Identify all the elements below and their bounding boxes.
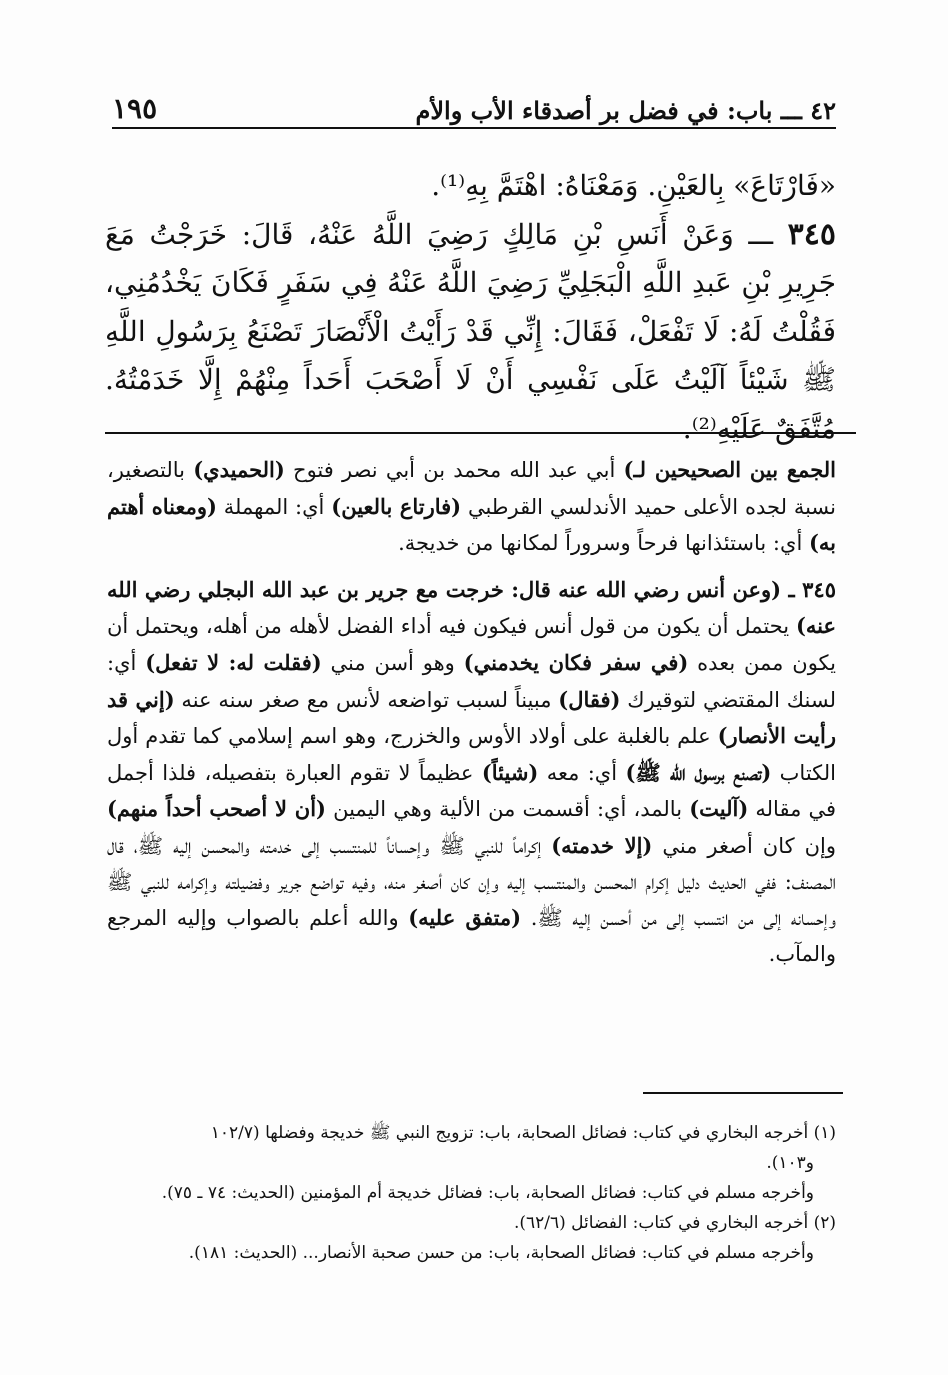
footnote-2-muslim: وأخرجه مسلم في كتاب: فضائل الصحابة، باب: من حسن صحبة الأنصار... (الحديث: ١٨١). (188, 1243, 814, 1263)
commentary-bold: (فارتاع بالعين) (331, 493, 462, 519)
commentary-bold: ٣٤٥ ـ (وعن أنس رضي الله عنه قال: خرجت مع جرير بن عبد الله البجلي رضي الله عنه) (107, 576, 836, 639)
commentary-bold: (متفق عليه) (408, 905, 522, 931)
commentary-text: بالمد، أي: أقسمت من الألية وهي اليمين (325, 797, 690, 822)
commentary-bold: (أن لا أصحب أحداً منهم) (107, 796, 326, 822)
header-rule (112, 127, 836, 129)
footnote-1-continued: و١٠٣). (766, 1153, 814, 1173)
commentary-text: أبي عبد الله محمد بن أبي نصر فتوح (284, 458, 624, 482)
commentary-text: وهو أسن مني (321, 650, 464, 675)
commentary-bold: (فقلت له: لا تفعل) (145, 649, 322, 675)
commentary-bold: (تصنع برسول الله ﷺ) (625, 759, 772, 785)
footnotes-block (112, 1118, 836, 1268)
footnote-1-muslim: وأخرجه مسلم في كتاب: فضائل الصحابة، باب: فضائل خديجة أم المؤمنين (الحديث: ٧٤ ـ ٧٥). (161, 1183, 814, 1203)
commentary-bold: (ومعناه أهتم به) (107, 493, 836, 556)
commentary-text: علم بالغلبة على أولاد الأوس والخزرج، وهو اسم إسلامي كما تقدم أول الكتاب (107, 724, 837, 785)
commentary-text: أي: باستئذانها فرحاً وسروراً لمكانها من خديجة. (398, 531, 809, 556)
commentary-bold: (إلا خدمته) (551, 832, 653, 858)
hadith-paragraph (105, 211, 836, 454)
page-header (112, 92, 836, 128)
commentary-paragraph-2 (107, 572, 836, 973)
footnote-2: (٢) أخرجه البخاري في كتاب: الفضائل (٦٢/٦). (513, 1213, 836, 1233)
paragraph-gap (107, 562, 836, 572)
commentary-bold: (فقال) (558, 686, 621, 712)
commentary-bold: (الحميدي) (193, 457, 285, 482)
footnote-rule (643, 1092, 843, 1094)
section-rule (105, 432, 856, 434)
commentary-text: أي: المهملة (216, 494, 332, 519)
page-number: ١٩٥ (112, 92, 158, 125)
commentary-paragraph-1 (107, 452, 836, 562)
commentary-bold: الجمع بين الصحيحين لـ) (623, 457, 836, 482)
chapter-title: ٤٢ ـــ باب: في فضل بر أصدقاء الأب والأم (415, 96, 836, 125)
commentary-text: والله أعلم بالصواب وإليه المرجع والمآب. (107, 906, 836, 966)
footnote-1: (١) أخرجه البخاري في كتاب: فضائل الصحابة، باب: تزويج النبي ﷺ خديجة وفضلها (١٠٢/٧ (210, 1123, 836, 1143)
hadith-number: ٣٤٥ (787, 216, 836, 252)
commentary-bold: (إني قد رأيت الأنصار) (107, 686, 836, 749)
commentary-text: إكراماً للنبي ﷺ وإحساناً للمنتسب إلى خدمته والمحسن إليه ﷺ، قال المصنف: ففي الحديث دليل إكرام المحسن والمنتسب إليه وإن كان أصغر منه، وفيه تواضع جرير وفضيلته وإكرامه للنبي ﷺ وإحسانه إلى من انتسب إلى من أحسن إليه ﷺ. (107, 833, 836, 931)
commentary-bold: (شيئاً) (481, 759, 539, 785)
commentary-text: بالتصغير، نسبة لجده الأعلى حميد الأندلسي القرطبي (107, 458, 837, 519)
commentary-text: أي: لسنك المقتضي لتوقيرك (107, 650, 836, 712)
commentary-bold: (آليت) (689, 796, 749, 822)
commentary-bold: (في سفر فكان يخدمني) (463, 649, 689, 675)
commentary-text: مبيناً لسبب تواضعه لأنس مع صغر سنه عنه (174, 687, 559, 712)
commentary-text: عظيماً لا تقوم العبارة بتفصيله، فلذا أجمل في مقاله (107, 760, 836, 822)
commentary-text: وإن كان أصغر مني (652, 833, 837, 858)
commentary-block (107, 452, 836, 972)
hadith-body: ـــ وَعَنْ أَنَسِ بْنِ مَالِكٍ رَضِيَ اللَّهُ عَنْهُ، قَالَ: خَرَجْتُ مَعَ جَرِيرِ بْنِ عَبدِ اللَّهِ الْبَجَلِيِّ رَضِيَ اللَّهُ عَنْهُ فِي سَفَرٍ فَكَانَ يَخْدُمُنِي، فَقُلْتُ لَهُ: لَا تَفْعَلْ، فَقَالَ: إِنِّي قَدْ رَأَيْتُ الْأَنْصَارَ تَصْنَعُ بِرَسُولِ اللَّهِ ﷺ شَيْئاً آلَيْتُ عَلَى نَفْسِي أَنْ لَا أَصْحَبَ أَحَداً مِنْهُمْ إِلَّا خَدَمْتُهُ. مُتَّفَقٌ عَلَيْهِ⁽²⁾. (105, 217, 836, 445)
commentary-text: يحتمل أن يكون من قول أنس فيكون فيه أداء الفضل لأهله من أهله، ويحتمل أن يكون ممن بعده (107, 614, 836, 675)
hadith-text-block (105, 162, 836, 453)
commentary-text: أي: معه (538, 760, 626, 785)
hadith-intro-line: «فَارْتَاعَ» بِالعَيْنِ. وَمَعْنَاهُ: اهْتَمَّ بِهِ⁽¹⁾. (431, 169, 836, 202)
